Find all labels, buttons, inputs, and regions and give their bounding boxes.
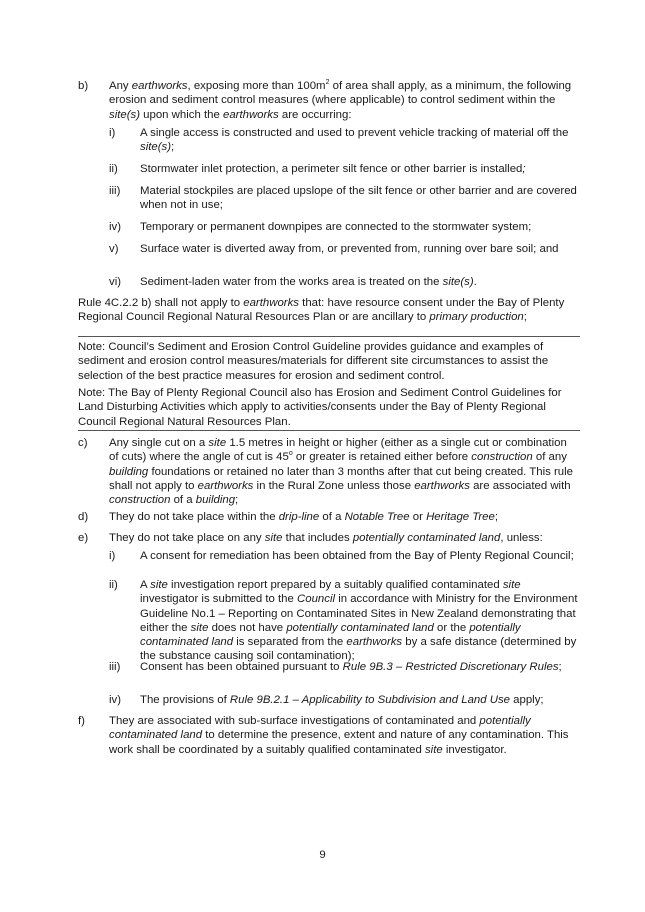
- item-e-i-text: A consent for remediation has been obtained from the Bay of Plenty Regional Council;: [140, 550, 574, 562]
- item-e-iv-text: The provisions of Rule 9B.2.1 – Applicability to Subdivision and Land Use apply;: [140, 694, 544, 706]
- item-e-iv-label: iv): [109, 694, 122, 706]
- rule-exemption-note: Rule 4C.2.2 b) shall not apply to earthworks that: have resource consent under the Bay of Plenty Regional Council Regional Natural Resources Plan or are ancillary to primary production;: [78, 297, 565, 324]
- page-number: 9: [319, 849, 326, 861]
- item-e-ii-label: ii): [109, 579, 118, 591]
- item-e-text: They do not take place on any site that includes potentially contaminated land, unless:: [109, 532, 543, 544]
- item-b-label: b): [78, 80, 89, 92]
- item-b-i-label: i): [109, 127, 116, 139]
- item-b-iii-label: iii): [109, 185, 121, 197]
- item-b-iv-text: Temporary or permanent downpipes are connected to the stormwater system;: [140, 221, 532, 233]
- item-b-vi-text: Sediment-laden water from the works area is treated on the site(s).: [140, 276, 477, 288]
- item-b-v-label: v): [109, 243, 119, 255]
- item-b-v-text: Surface water is diverted away from, or prevented from, running over bare soil; and: [140, 243, 559, 255]
- item-f-text: They are associated with sub-surface investigations of contaminated and potentially contaminated land to determine the presence, extent and nature of any contamination. This work shall be coordinated by a suitably qualified contaminated site investigator.: [109, 715, 569, 756]
- item-e-iii-text: Consent has been obtained pursuant to Rule 9B.3 – Restricted Discretionary Rules;: [140, 661, 562, 673]
- item-b-iii-text: Material stockpiles are placed upslope of the silt fence or other barrier and are covered when not in use;: [140, 185, 577, 212]
- note-regional-guidelines: Note: The Bay of Plenty Regional Council also has Erosion and Sediment Control Guidelines for Land Disturbing Activities which apply to activities/consents under the Bay of Plenty Regional Council Regional Natural Resources Plan.: [78, 387, 562, 428]
- note-box-bottom-rule: [78, 430, 580, 431]
- note-box-top-rule: [78, 336, 580, 337]
- item-c-label: c): [78, 437, 88, 449]
- item-e-iii-label: iii): [109, 661, 121, 673]
- item-b-ii-label: ii): [109, 163, 118, 175]
- item-e-ii-text: A site investigation report prepared by a suitably qualified contaminated site investigator is submitted to the Council in accordance with Ministry for the Environment Guideline No.1 – Reporting on Contaminated Sites in New Zealand demonstrating that either the site does not have potentially contaminated land or the potentially contaminated land is separated from the earthworks by a safe distance (determined by the substance causing soil contamination);: [140, 579, 578, 663]
- item-d-text: They do not take place within the drip-line of a Notable Tree or Heritage Tree;: [109, 511, 499, 523]
- item-b-iv-label: iv): [109, 221, 122, 233]
- item-e-i-label: i): [109, 550, 116, 562]
- item-b-vi-label: vi): [109, 276, 122, 288]
- note-sediment-guideline: Note: Council’s Sediment and Erosion Control Guideline provides guidance and examples of sediment and erosion control measures/materials for different site circumstances to assist the selection of the best practice measures for erosion and sediment control.: [78, 341, 549, 382]
- item-f-label: f): [78, 715, 85, 727]
- item-c-text: Any single cut on a site 1.5 metres in height or higher (either as a single cut or combination of cuts) where the angle of cut is 45$^o$ or greater is retained either before construction of any building foundations or retained no later than 3 months after that cut being created. This rule shall not apply to earthworks in the Rural Zone unless those earthworks are associated with construction of a building;: [109, 437, 573, 507]
- item-b-ii-text: Stormwater inlet protection, a perimeter silt fence or other barrier is installed;: [140, 163, 526, 175]
- item-d-label: d): [78, 511, 89, 523]
- item-b-i-text: A single access is constructed and used to prevent vehicle tracking of material off the site(s);: [140, 127, 569, 154]
- item-b-intro: Any earthworks, exposing more than $100m^2$ of area shall apply, as a minimum, the following erosion and sediment control measures (where applicable) to control sediment within the site(s) upon which the earthworks are occurring:: [109, 79, 572, 121]
- item-e-label: e): [78, 532, 89, 544]
